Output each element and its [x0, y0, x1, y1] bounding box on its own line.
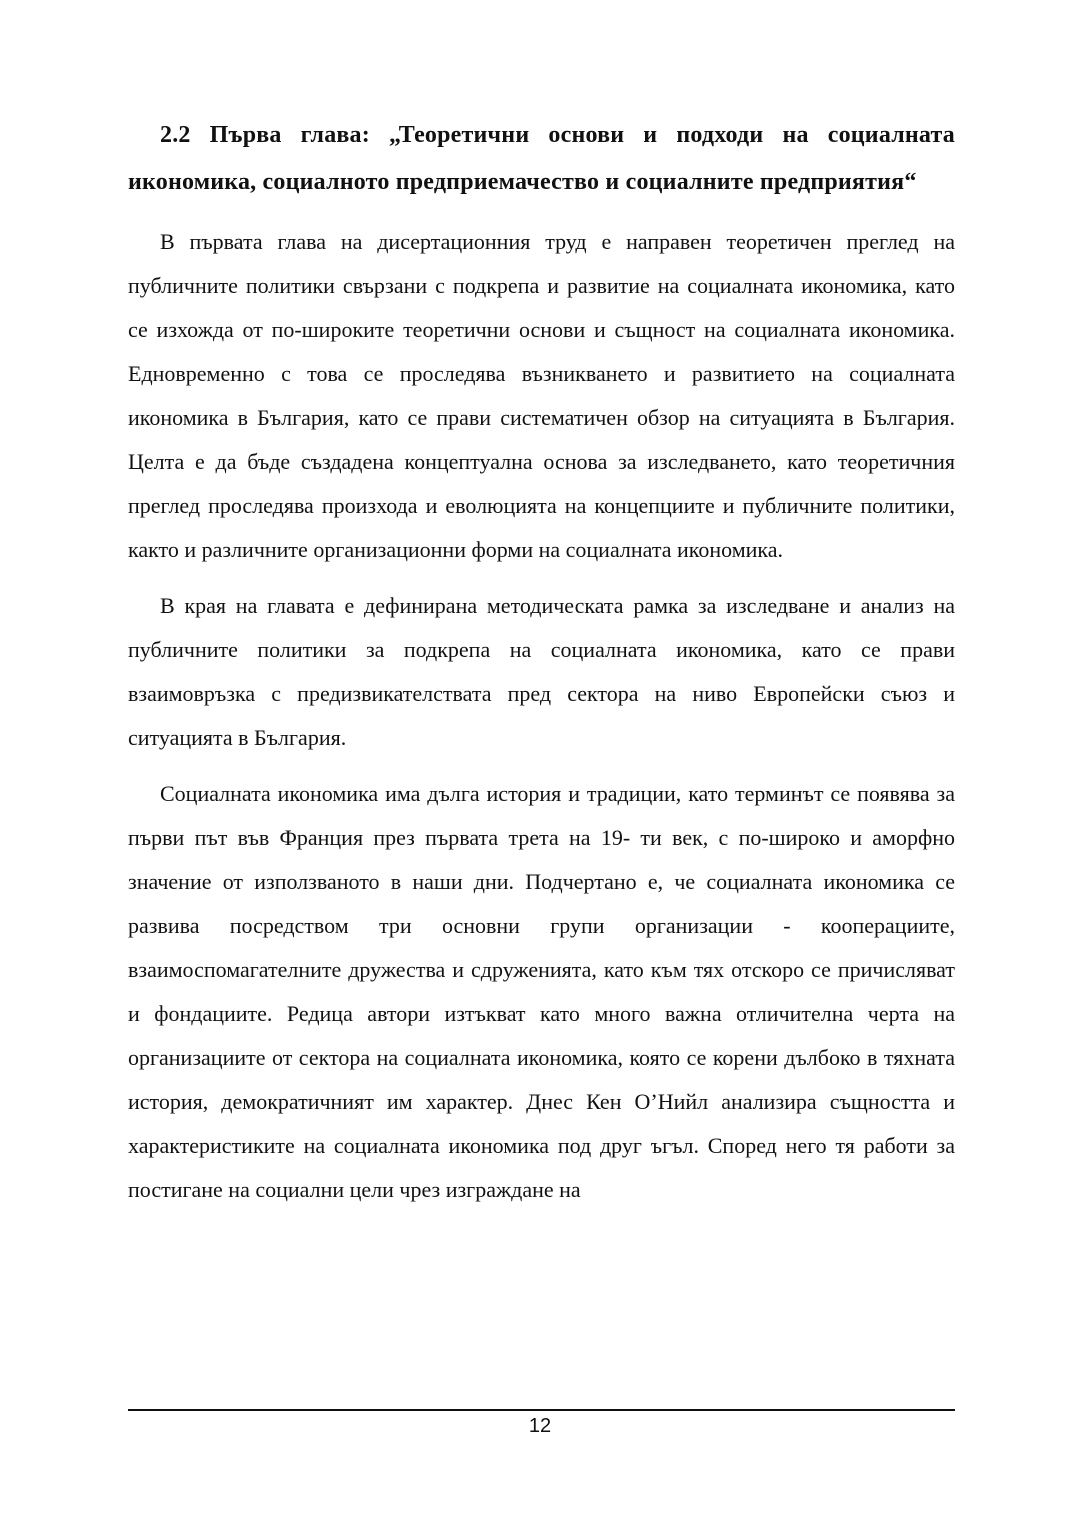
page-number: 12 — [528, 1415, 552, 1437]
paragraph-3: Социалната икономика има дълга история и традиции, като терминът се появява за първи път във Франция през първата трета на 19- ти век, с по-широко и аморфно значение от използваното в наши дни. Подчертано е, че социалната икономика се развива посредством три основни групи организации - кооперациите, взаимоспомагателните дружества и сдруженията, като към тях отскоро се причисляват и фондациите. Редица автори изтъкват като много важна отличителна черта на организациите от сектора на социалната икономика, която се корени дълбоко в тяхната история, демократичният им характер. Днес Кен О’Нийл анализира същността и характеристиките на социалната икономика под друг ъгъл. Според него тя работи за постигане на социални цели чрез изграждане на — [128, 781, 955, 1202]
page-content — [128, 112, 955, 1212]
paragraph-1: В първата глава на дисертационния труд е направен теоретичен преглед на публичните политики свързани с подкрепа и развитие на социалната икономика, като се изхожда от по-широките теоретични основи и същност на социалната икономика. Едновременно с това се проследява възникването и развитието на социалната икономика в България, като се прави систематичен обзор на ситуацията в България. Целта е да бъде създадена концептуална основа за изследването, като теоретичния преглед проследява произхода и еволюцията на концепциите и публичните политики, както и различните организационни форми на социалната икономика. — [128, 229, 955, 562]
section-heading: 2.2 Първа глава: „Теоретични основи и подходи на социалната икономика, социалното предприемачество и социалните предприятия“ — [128, 122, 955, 195]
footer-divider — [128, 1409, 955, 1411]
paragraph-2: В края на главата е дефинирана методическата рамка за изследване и анализ на публичните политики за подкрепа на социалната икономика, като се прави взаимовръзка с предизвикателствата пред сектора на ниво Европейски съюз и ситуацията в България. — [128, 593, 955, 750]
